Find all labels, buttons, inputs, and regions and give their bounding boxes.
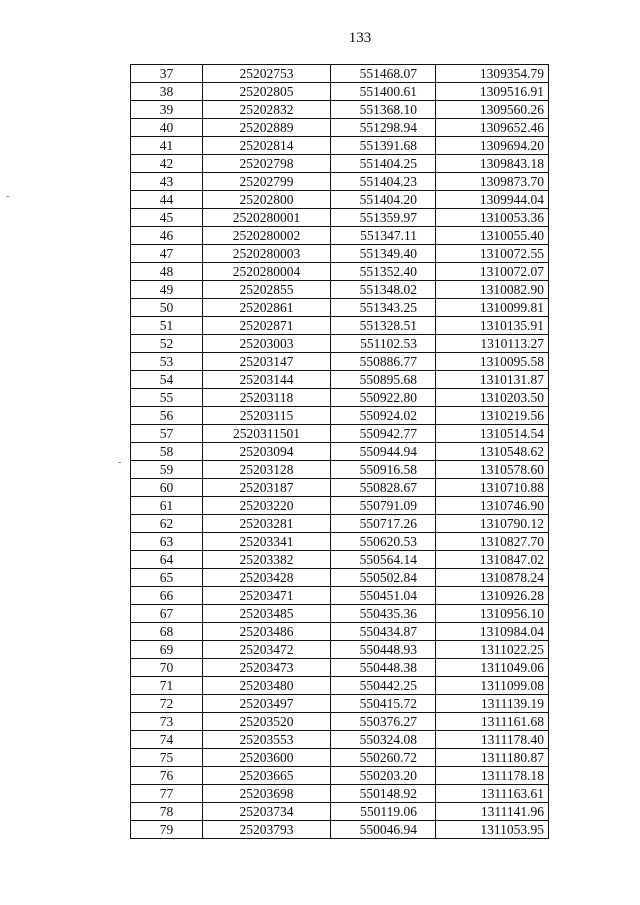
table-row	[131, 407, 549, 425]
scan-mark	[6, 196, 9, 197]
y-coordinate-cell: 1309694.20	[436, 137, 549, 155]
y-coordinate-cell: 1310203.50	[436, 389, 549, 407]
y-coordinate-cell: 1310746.90	[436, 497, 549, 515]
row-number-cell: 45	[131, 209, 203, 227]
point-code-cell: 25203471	[203, 587, 331, 605]
table-row	[131, 641, 549, 659]
row-number-cell: 62	[131, 515, 203, 533]
x-coordinate-cell: 551404.25	[331, 155, 436, 173]
row-number-cell: 76	[131, 767, 203, 785]
y-coordinate-cell: 1309354.79	[436, 65, 549, 83]
row-number-cell: 73	[131, 713, 203, 731]
x-coordinate-cell: 551404.23	[331, 173, 436, 191]
y-coordinate-cell: 1311053.95	[436, 821, 549, 839]
point-code-cell: 2520280003	[203, 245, 331, 263]
x-coordinate-cell: 551348.02	[331, 281, 436, 299]
point-code-cell: 25203220	[203, 497, 331, 515]
row-number-cell: 70	[131, 659, 203, 677]
page-number: 133	[348, 30, 372, 46]
point-code-cell: 25203473	[203, 659, 331, 677]
point-code-cell: 25203147	[203, 353, 331, 371]
point-code-cell: 25203520	[203, 713, 331, 731]
x-coordinate-cell: 550564.14	[331, 551, 436, 569]
table-row	[131, 191, 549, 209]
x-coordinate-cell: 551404.20	[331, 191, 436, 209]
x-coordinate-cell: 550415.72	[331, 695, 436, 713]
y-coordinate-cell: 1310055.40	[436, 227, 549, 245]
point-code-cell: 25203187	[203, 479, 331, 497]
y-coordinate-cell: 1311022.25	[436, 641, 549, 659]
x-coordinate-cell: 550942.77	[331, 425, 436, 443]
coordinates-table	[130, 64, 549, 839]
y-coordinate-cell: 1310827.70	[436, 533, 549, 551]
scan-mark	[118, 462, 121, 463]
x-coordinate-cell: 550791.09	[331, 497, 436, 515]
x-coordinate-cell: 551102.53	[331, 335, 436, 353]
y-coordinate-cell: 1311161.68	[436, 713, 549, 731]
table-row	[131, 677, 549, 695]
row-number-cell: 77	[131, 785, 203, 803]
row-number-cell: 65	[131, 569, 203, 587]
point-code-cell: 25203497	[203, 695, 331, 713]
table-row	[131, 137, 549, 155]
point-code-cell: 2520280001	[203, 209, 331, 227]
table-row	[131, 263, 549, 281]
x-coordinate-cell: 550916.58	[331, 461, 436, 479]
y-coordinate-cell: 1310135.91	[436, 317, 549, 335]
table-row	[131, 83, 549, 101]
table-row	[131, 443, 549, 461]
table-row	[131, 65, 549, 83]
table-row	[131, 353, 549, 371]
table-row	[131, 173, 549, 191]
point-code-cell: 25203115	[203, 407, 331, 425]
table-row	[131, 227, 549, 245]
y-coordinate-cell: 1310926.28	[436, 587, 549, 605]
row-number-cell: 44	[131, 191, 203, 209]
row-number-cell: 41	[131, 137, 203, 155]
point-code-cell: 25203094	[203, 443, 331, 461]
point-code-cell: 25203428	[203, 569, 331, 587]
point-code-cell: 25202800	[203, 191, 331, 209]
point-code-cell: 25203144	[203, 371, 331, 389]
x-coordinate-cell: 550448.93	[331, 641, 436, 659]
row-number-cell: 64	[131, 551, 203, 569]
x-coordinate-cell: 550376.27	[331, 713, 436, 731]
point-code-cell: 25203485	[203, 605, 331, 623]
row-number-cell: 38	[131, 83, 203, 101]
x-coordinate-cell: 550502.84	[331, 569, 436, 587]
table-row	[131, 119, 549, 137]
y-coordinate-cell: 1310710.88	[436, 479, 549, 497]
point-code-cell: 25202832	[203, 101, 331, 119]
row-number-cell: 42	[131, 155, 203, 173]
row-number-cell: 48	[131, 263, 203, 281]
point-code-cell: 25202871	[203, 317, 331, 335]
x-coordinate-cell: 551347.11	[331, 227, 436, 245]
row-number-cell: 75	[131, 749, 203, 767]
y-coordinate-cell: 1310219.56	[436, 407, 549, 425]
x-coordinate-cell: 551359.97	[331, 209, 436, 227]
x-coordinate-cell: 551349.40	[331, 245, 436, 263]
row-number-cell: 49	[131, 281, 203, 299]
table-row	[131, 731, 549, 749]
table-body	[131, 65, 549, 839]
x-coordinate-cell: 551368.10	[331, 101, 436, 119]
point-code-cell: 25203698	[203, 785, 331, 803]
point-code-cell: 2520280002	[203, 227, 331, 245]
table-row	[131, 659, 549, 677]
table-row	[131, 587, 549, 605]
point-code-cell: 25203486	[203, 623, 331, 641]
row-number-cell: 59	[131, 461, 203, 479]
y-coordinate-cell: 1310956.10	[436, 605, 549, 623]
point-code-cell: 25203665	[203, 767, 331, 785]
point-code-cell: 25203003	[203, 335, 331, 353]
y-coordinate-cell: 1310548.62	[436, 443, 549, 461]
y-coordinate-cell: 1309516.91	[436, 83, 549, 101]
y-coordinate-cell: 1310099.81	[436, 299, 549, 317]
x-coordinate-cell: 551343.25	[331, 299, 436, 317]
x-coordinate-cell: 551468.07	[331, 65, 436, 83]
point-code-cell: 2520280004	[203, 263, 331, 281]
row-number-cell: 46	[131, 227, 203, 245]
table-row	[131, 497, 549, 515]
point-code-cell: 25203480	[203, 677, 331, 695]
y-coordinate-cell: 1310984.04	[436, 623, 549, 641]
x-coordinate-cell: 551352.40	[331, 263, 436, 281]
row-number-cell: 39	[131, 101, 203, 119]
y-coordinate-cell: 1310514.54	[436, 425, 549, 443]
table-row	[131, 767, 549, 785]
y-coordinate-cell: 1310053.36	[436, 209, 549, 227]
y-coordinate-cell: 1310113.27	[436, 335, 549, 353]
x-coordinate-cell: 550203.20	[331, 767, 436, 785]
table-row	[131, 101, 549, 119]
table-row	[131, 245, 549, 263]
x-coordinate-cell: 550435.36	[331, 605, 436, 623]
row-number-cell: 58	[131, 443, 203, 461]
y-coordinate-cell: 1310790.12	[436, 515, 549, 533]
row-number-cell: 40	[131, 119, 203, 137]
x-coordinate-cell: 551328.51	[331, 317, 436, 335]
y-coordinate-cell: 1309944.04	[436, 191, 549, 209]
x-coordinate-cell: 550922.80	[331, 389, 436, 407]
table-row	[131, 425, 549, 443]
table-row	[131, 821, 549, 839]
x-coordinate-cell: 550148.92	[331, 785, 436, 803]
row-number-cell: 60	[131, 479, 203, 497]
table-row	[131, 785, 549, 803]
row-number-cell: 37	[131, 65, 203, 83]
x-coordinate-cell: 550620.53	[331, 533, 436, 551]
x-coordinate-cell: 550828.67	[331, 479, 436, 497]
row-number-cell: 53	[131, 353, 203, 371]
row-number-cell: 63	[131, 533, 203, 551]
row-number-cell: 69	[131, 641, 203, 659]
point-code-cell: 25203600	[203, 749, 331, 767]
y-coordinate-cell: 1310578.60	[436, 461, 549, 479]
x-coordinate-cell: 550046.94	[331, 821, 436, 839]
table-row	[131, 569, 549, 587]
point-code-cell: 25203553	[203, 731, 331, 749]
row-number-cell: 47	[131, 245, 203, 263]
point-code-cell: 25202753	[203, 65, 331, 83]
y-coordinate-cell: 1311163.61	[436, 785, 549, 803]
row-number-cell: 68	[131, 623, 203, 641]
row-number-cell: 43	[131, 173, 203, 191]
y-coordinate-cell: 1310072.07	[436, 263, 549, 281]
y-coordinate-cell: 1310072.55	[436, 245, 549, 263]
point-code-cell: 25202889	[203, 119, 331, 137]
x-coordinate-cell: 550324.08	[331, 731, 436, 749]
row-number-cell: 52	[131, 335, 203, 353]
row-number-cell: 55	[131, 389, 203, 407]
y-coordinate-cell: 1311178.18	[436, 767, 549, 785]
table-row	[131, 551, 549, 569]
x-coordinate-cell: 550717.26	[331, 515, 436, 533]
row-number-cell: 79	[131, 821, 203, 839]
table-row	[131, 335, 549, 353]
point-code-cell: 25203128	[203, 461, 331, 479]
table-row	[131, 281, 549, 299]
x-coordinate-cell: 550442.25	[331, 677, 436, 695]
x-coordinate-cell: 550448.38	[331, 659, 436, 677]
row-number-cell: 61	[131, 497, 203, 515]
y-coordinate-cell: 1309652.46	[436, 119, 549, 137]
x-coordinate-cell: 550924.02	[331, 407, 436, 425]
row-number-cell: 50	[131, 299, 203, 317]
row-number-cell: 67	[131, 605, 203, 623]
row-number-cell: 66	[131, 587, 203, 605]
table-row	[131, 605, 549, 623]
table-row	[131, 533, 549, 551]
table-row	[131, 479, 549, 497]
point-code-cell: 25203472	[203, 641, 331, 659]
table-row	[131, 371, 549, 389]
point-code-cell: 25203734	[203, 803, 331, 821]
point-code-cell: 25203793	[203, 821, 331, 839]
y-coordinate-cell: 1310082.90	[436, 281, 549, 299]
x-coordinate-cell: 551391.68	[331, 137, 436, 155]
y-coordinate-cell: 1310095.58	[436, 353, 549, 371]
row-number-cell: 56	[131, 407, 203, 425]
table-row	[131, 461, 549, 479]
y-coordinate-cell: 1310878.24	[436, 569, 549, 587]
table-row	[131, 623, 549, 641]
y-coordinate-cell: 1309873.70	[436, 173, 549, 191]
table-row	[131, 695, 549, 713]
point-code-cell: 25203382	[203, 551, 331, 569]
x-coordinate-cell: 550260.72	[331, 749, 436, 767]
row-number-cell: 71	[131, 677, 203, 695]
point-code-cell: 2520311501	[203, 425, 331, 443]
table-row	[131, 515, 549, 533]
point-code-cell: 25203281	[203, 515, 331, 533]
table-row	[131, 209, 549, 227]
x-coordinate-cell: 550895.68	[331, 371, 436, 389]
table-row	[131, 155, 549, 173]
point-code-cell: 25202799	[203, 173, 331, 191]
y-coordinate-cell: 1310847.02	[436, 551, 549, 569]
point-code-cell: 25202814	[203, 137, 331, 155]
point-code-cell: 25202855	[203, 281, 331, 299]
x-coordinate-cell: 550886.77	[331, 353, 436, 371]
point-code-cell: 25203341	[203, 533, 331, 551]
y-coordinate-cell: 1311099.08	[436, 677, 549, 695]
x-coordinate-cell: 551400.61	[331, 83, 436, 101]
row-number-cell: 57	[131, 425, 203, 443]
x-coordinate-cell: 550944.94	[331, 443, 436, 461]
x-coordinate-cell: 550434.87	[331, 623, 436, 641]
point-code-cell: 25202805	[203, 83, 331, 101]
table-row	[131, 803, 549, 821]
point-code-cell: 25203118	[203, 389, 331, 407]
y-coordinate-cell: 1309843.18	[436, 155, 549, 173]
y-coordinate-cell: 1311178.40	[436, 731, 549, 749]
point-code-cell: 25202798	[203, 155, 331, 173]
row-number-cell: 51	[131, 317, 203, 335]
y-coordinate-cell: 1311180.87	[436, 749, 549, 767]
row-number-cell: 54	[131, 371, 203, 389]
table-row	[131, 299, 549, 317]
y-coordinate-cell: 1311139.19	[436, 695, 549, 713]
x-coordinate-cell: 550451.04	[331, 587, 436, 605]
row-number-cell: 74	[131, 731, 203, 749]
table-row	[131, 749, 549, 767]
x-coordinate-cell: 550119.06	[331, 803, 436, 821]
row-number-cell: 78	[131, 803, 203, 821]
y-coordinate-cell: 1309560.26	[436, 101, 549, 119]
x-coordinate-cell: 551298.94	[331, 119, 436, 137]
y-coordinate-cell: 1310131.87	[436, 371, 549, 389]
table-row	[131, 317, 549, 335]
y-coordinate-cell: 1311049.06	[436, 659, 549, 677]
row-number-cell: 72	[131, 695, 203, 713]
table-row	[131, 389, 549, 407]
point-code-cell: 25202861	[203, 299, 331, 317]
y-coordinate-cell: 1311141.96	[436, 803, 549, 821]
table-row	[131, 713, 549, 731]
